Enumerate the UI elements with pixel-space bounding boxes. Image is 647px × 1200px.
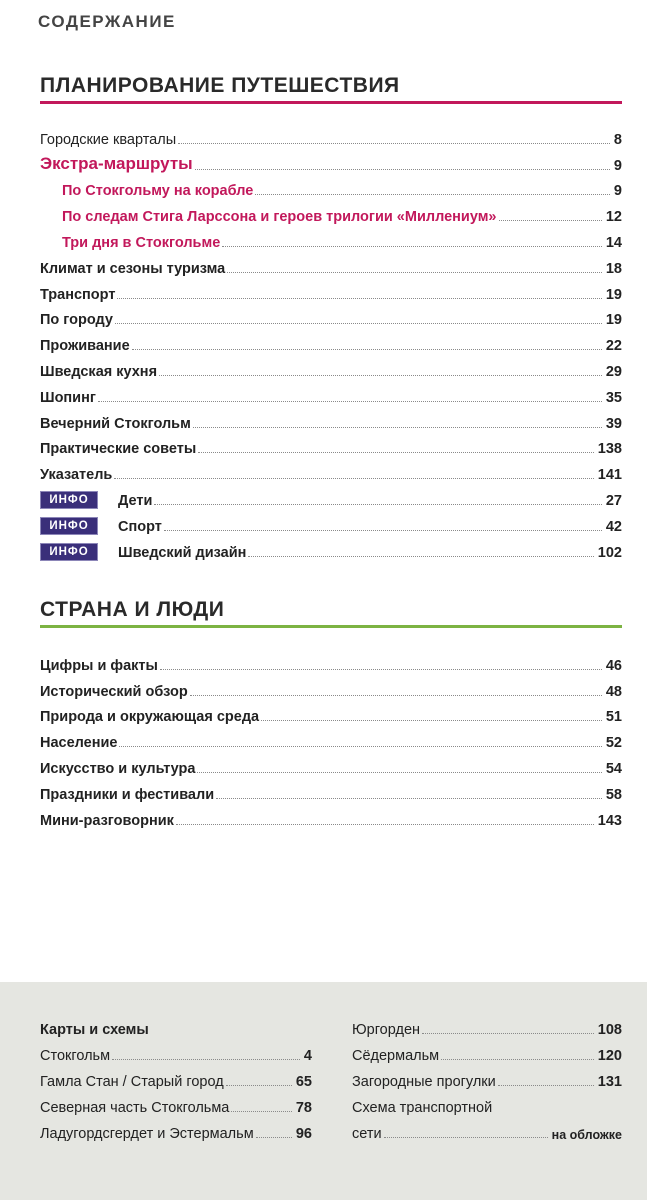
- toc-entry-label: Шведская кухня: [40, 363, 158, 380]
- toc-entry[interactable]: [40, 1064, 312, 1090]
- maps-column-right: [352, 1012, 622, 1142]
- toc-entry[interactable]: [40, 174, 622, 200]
- dot-leader: [499, 220, 602, 221]
- toc-entry-label: Стокгольм: [40, 1048, 111, 1064]
- dot-leader: [198, 452, 594, 453]
- toc-entry-label: Транспорт: [40, 286, 116, 303]
- toc-entry-label: Население: [40, 735, 118, 752]
- toc-entry[interactable]: [40, 122, 622, 148]
- toc-entry[interactable]: [40, 777, 622, 803]
- toc-entry-page: на обложке: [551, 1128, 622, 1142]
- toc-entry-label: Праздники и фестивали: [40, 786, 215, 803]
- toc-entry-page: 78: [295, 1100, 312, 1116]
- toc-entry-label: Загородные прогулки: [352, 1074, 496, 1090]
- toc-entry-label: Гамла Стан / Старый город: [40, 1074, 224, 1090]
- dot-leader: [248, 556, 593, 557]
- toc-entry-label: Шопинг: [40, 389, 96, 406]
- section-rule-country: [40, 625, 622, 628]
- toc-entry-page: 48: [605, 683, 622, 700]
- toc-entry-label: Проживание: [40, 338, 130, 355]
- dot-leader: [193, 427, 602, 428]
- dot-leader: [115, 323, 602, 324]
- toc-entry-label: Спорт: [118, 518, 162, 535]
- toc-entry[interactable]: [40, 225, 622, 251]
- dot-leader: [98, 401, 602, 402]
- toc-entry-label: Практические советы: [40, 441, 197, 458]
- dot-leader: [498, 1085, 594, 1086]
- toc-entry-page: 102: [597, 544, 622, 561]
- maps-column-left: [40, 1012, 312, 1142]
- toc-entry-label: Северная часть Стокгольма: [40, 1100, 230, 1116]
- info-badge: ИНФО: [40, 517, 98, 535]
- toc-entry[interactable]: [352, 1038, 622, 1064]
- toc-entry[interactable]: [40, 1116, 312, 1142]
- toc-entry-label: Климат и сезоны туризма: [40, 260, 226, 277]
- dot-leader: [190, 695, 602, 696]
- dot-leader: [154, 504, 601, 505]
- toc-entry[interactable]: [40, 354, 622, 380]
- dot-leader: [112, 1059, 300, 1060]
- toc-entry-page: 12: [605, 209, 622, 226]
- toc-entry[interactable]: [352, 1012, 622, 1038]
- toc-entry-label: Ладугордсгердет и Эстермальм: [40, 1126, 254, 1142]
- toc-entry[interactable]: [352, 1116, 622, 1142]
- toc-entry-label: Экстра-маршруты: [40, 153, 193, 173]
- toc-entry[interactable]: [40, 199, 622, 225]
- page-header: СОДЕРЖАНИЕ: [38, 12, 176, 31]
- toc-entry-page: 131: [597, 1074, 622, 1090]
- toc-entry[interactable]: [40, 1090, 312, 1116]
- dot-leader: [441, 1059, 594, 1060]
- toc-entry[interactable]: [352, 1064, 622, 1090]
- toc-entry-page: 8: [613, 131, 622, 148]
- toc-entry[interactable]: [40, 483, 622, 509]
- toc-entry-page: 141: [597, 467, 622, 484]
- toc-entry[interactable]: [40, 725, 622, 751]
- toc-entry-page: 120: [597, 1048, 622, 1064]
- dot-leader: [195, 169, 610, 170]
- dot-leader: [178, 143, 610, 144]
- toc-entry[interactable]: [40, 1038, 312, 1064]
- toc-entry[interactable]: [40, 432, 622, 458]
- toc-entry-page: 58: [605, 786, 622, 803]
- section-rule-planning: [40, 101, 622, 104]
- maps-panel: [0, 982, 647, 1200]
- dot-leader: [197, 772, 601, 773]
- dot-leader: [384, 1137, 548, 1138]
- toc-entry[interactable]: [40, 251, 622, 277]
- dot-leader: [256, 1137, 292, 1138]
- dot-leader: [422, 1033, 594, 1034]
- toc-entry-label: Мини-разговорник: [40, 812, 174, 829]
- toc-entry[interactable]: [40, 751, 622, 777]
- toc-entry[interactable]: [40, 648, 622, 674]
- toc-entry-label: Исторический обзор: [40, 683, 188, 700]
- dot-leader: [164, 530, 602, 531]
- toc-entry-label: Вечерний Стокгольм: [40, 415, 191, 432]
- toc-entry-page: 14: [605, 234, 622, 251]
- toc-entry[interactable]: [40, 700, 622, 726]
- dot-leader: [114, 478, 593, 479]
- toc-entry[interactable]: [40, 509, 622, 535]
- maps-heading: Карты и схемы: [40, 1022, 149, 1038]
- toc-entry-label: Сёдермальм: [352, 1048, 440, 1064]
- toc-entry-page: 27: [605, 492, 622, 509]
- toc-entry-page: 4: [303, 1048, 312, 1064]
- toc-entry[interactable]: [40, 148, 622, 174]
- toc-entry-page: 29: [605, 363, 622, 380]
- toc-list-planning: [40, 122, 622, 561]
- toc-entry-page: 19: [605, 286, 622, 303]
- toc-entry-page: 46: [605, 657, 622, 674]
- toc-entry-label: Указатель: [40, 467, 113, 484]
- dot-leader: [227, 272, 602, 273]
- toc-entry-label: По Стокгольму на корабле: [62, 183, 254, 200]
- toc-entry[interactable]: [40, 803, 622, 829]
- toc-entry-page: 19: [605, 312, 622, 329]
- section-title-planning: ПЛАНИРОВАНИЕ ПУТЕШЕСТВИЯ: [40, 74, 400, 97]
- toc-entry[interactable]: [40, 674, 622, 700]
- toc-entry-page: 9: [613, 183, 622, 200]
- maps-transit-line: [352, 1090, 622, 1116]
- toc-entry[interactable]: [40, 303, 622, 329]
- info-badge: ИНФО: [40, 491, 98, 509]
- toc-entry-page: 22: [605, 338, 622, 355]
- toc-entry-label: По следам Стига Ларссона и героев трилогии «Миллениум»: [62, 209, 497, 226]
- toc-list-country: [40, 648, 622, 829]
- toc-entry-page: 143: [597, 812, 622, 829]
- toc-entry-page: 54: [605, 760, 622, 777]
- toc-entry-label: Схема транспортной: [352, 1100, 493, 1116]
- toc-entry-label: По городу: [40, 312, 113, 329]
- toc-entry[interactable]: [40, 406, 622, 432]
- toc-entry-page: 138: [597, 441, 622, 458]
- toc-entry-label: Шведский дизайн: [118, 544, 247, 561]
- toc-entry[interactable]: [40, 457, 622, 483]
- toc-entry-page: 18: [605, 260, 622, 277]
- dot-leader: [231, 1111, 291, 1112]
- toc-entry-label: сети: [352, 1126, 382, 1142]
- toc-entry-label: Три дня в Стокгольме: [62, 234, 221, 251]
- toc-entry[interactable]: [40, 380, 622, 406]
- dot-leader: [222, 246, 602, 247]
- toc-entry-page: 9: [613, 157, 622, 174]
- toc-entry-label: Дети: [118, 492, 153, 509]
- toc-entry-label: Природа и окружающая среда: [40, 709, 260, 726]
- dot-leader: [132, 349, 602, 350]
- info-badge: ИНФО: [40, 543, 98, 561]
- toc-entry-page: 108: [597, 1022, 622, 1038]
- toc-entry-page: 39: [605, 415, 622, 432]
- dot-leader: [176, 824, 594, 825]
- toc-entry-page: 51: [605, 709, 622, 726]
- dot-leader: [119, 746, 601, 747]
- dot-leader: [216, 798, 602, 799]
- toc-entry[interactable]: [40, 535, 622, 561]
- toc-entry-page: 65: [295, 1074, 312, 1090]
- dot-leader: [261, 720, 602, 721]
- dot-leader: [117, 298, 601, 299]
- toc-entry-page: 96: [295, 1126, 312, 1142]
- section-title-country: СТРАНА И ЛЮДИ: [40, 598, 225, 621]
- toc-entry-page: 52: [605, 735, 622, 752]
- dot-leader: [255, 194, 610, 195]
- toc-entry-label: Искусство и культура: [40, 760, 196, 777]
- toc-entry[interactable]: [40, 277, 622, 303]
- toc-entry-label: Городские кварталы: [40, 131, 177, 148]
- toc-entry-page: 35: [605, 389, 622, 406]
- toc-entry-label: Цифры и факты: [40, 657, 158, 674]
- dot-leader: [159, 375, 602, 376]
- toc-entry-page: 42: [605, 518, 622, 535]
- dot-leader: [160, 669, 602, 670]
- dot-leader: [226, 1085, 292, 1086]
- toc-entry-label: Юргорден: [352, 1022, 421, 1038]
- toc-entry[interactable]: [40, 328, 622, 354]
